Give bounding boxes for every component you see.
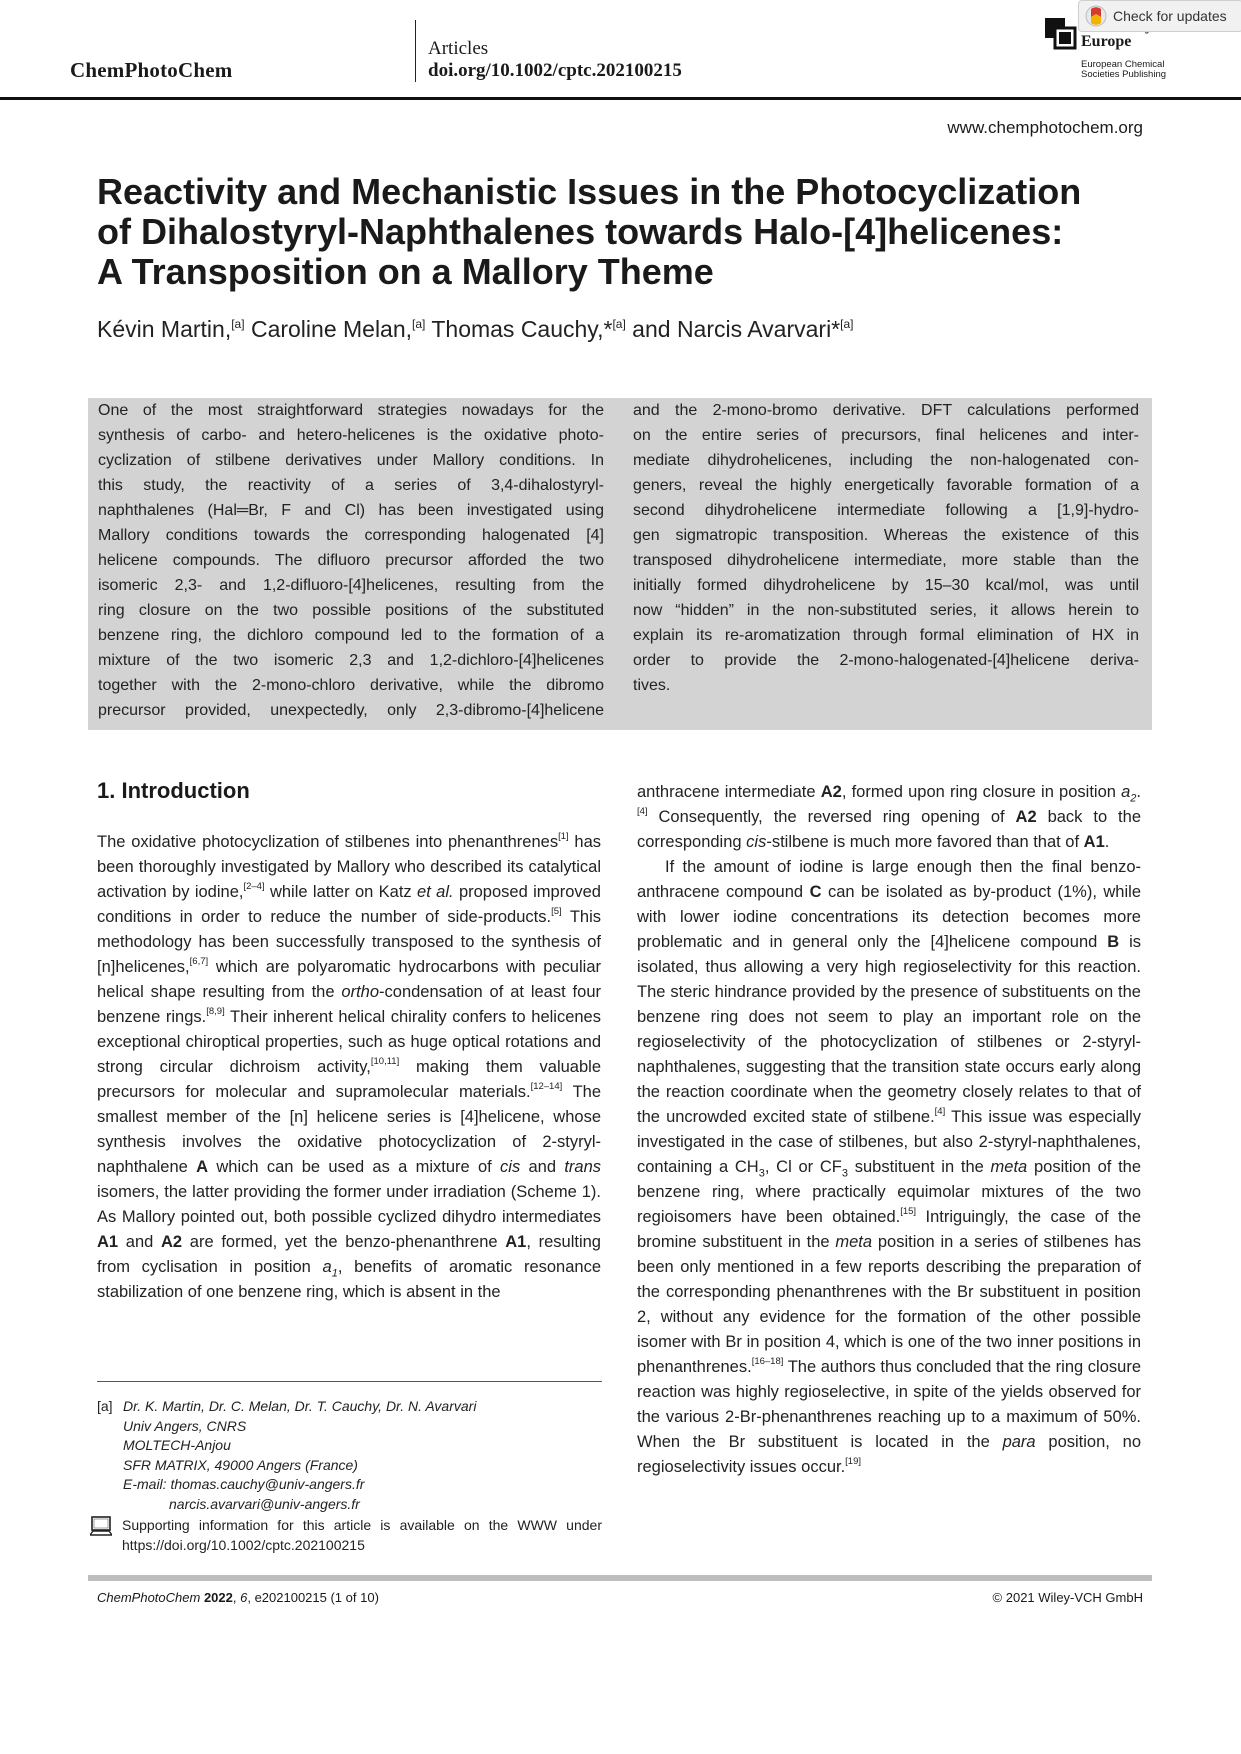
- header-divider: [415, 20, 416, 82]
- abstract-line: transposed dihydrohelicene intermediate, more stable than the: [633, 552, 1139, 569]
- footer-citation: ChemPhotoChem 2022, 6, e202100215 (1 of 10): [97, 1590, 379, 1605]
- text-run: Consequently, the reversed ring opening of: [647, 808, 1016, 826]
- citation-ref: [10,11]: [370, 1056, 400, 1067]
- citation-ref: [8,9]: [206, 1006, 225, 1017]
- text-run: This methodology has been successfully transposed to the synthesis of [n]helicenes,: [97, 908, 601, 976]
- title-line: of Dihalostyryl-Naphthalenes towards Halo-[4]helicenes:: [97, 211, 1064, 252]
- text-run: while latter on Katz: [264, 883, 418, 901]
- abstract-line: helicene compounds. The difluoro precursor afforded the two: [98, 552, 604, 569]
- affiliation-line: MOLTECH-Anjou: [123, 1437, 231, 1453]
- footer-volume: 6: [240, 1590, 248, 1605]
- abstract-line: on the entire series of precursors, final helicenes and inter-: [633, 427, 1139, 444]
- citation-ref: [15]: [900, 1206, 917, 1217]
- section-heading-introduction: 1. Introduction: [97, 778, 250, 803]
- affiliation-lines: [123, 1397, 476, 1514]
- compound-label: A1: [97, 1233, 119, 1251]
- abstract-left-column: [98, 398, 604, 723]
- abstract-line: geners, reveal the highly energetically favorable formation of a: [633, 477, 1139, 494]
- text-run: which can be used as a mixture of: [208, 1158, 501, 1176]
- intro-paragraph-1: [97, 830, 601, 1305]
- author-name: and Narcis Avarvari*: [625, 316, 841, 342]
- abstract-line: order to provide the 2-mono-halogenated-[4]helicene deriva-: [633, 652, 1139, 669]
- citation-ref: [6,7]: [189, 956, 209, 967]
- author-list: [97, 316, 853, 343]
- publisher-sub-line: Societies Publishing: [1081, 69, 1167, 80]
- affiliation-marker: [a]: [840, 317, 854, 331]
- compound-label: A1: [505, 1233, 527, 1251]
- compound-label: A2: [1015, 808, 1037, 826]
- compound-label: B: [1107, 933, 1120, 951]
- abstract-line: now “hidden” in the non-substituted series, it allows herein to: [633, 602, 1139, 619]
- text-run: The oxidative photocyclization of stilbenes into phenanthrenes: [97, 833, 559, 851]
- text-run: making them valuable precursors for molecular and supramolecular materials.: [97, 1058, 601, 1101]
- affiliation-marker: [a]: [612, 317, 626, 331]
- abstract-line: benzene ring, the dichloro compound led to the formation of a: [98, 627, 604, 644]
- journal-name: ChemPhotoChem: [70, 58, 233, 82]
- abstract-line: mediate dihydrohelicenes, including the non-halogenated con-: [633, 452, 1139, 469]
- computer-icon: [90, 1516, 112, 1536]
- text-run-italic: a: [1121, 783, 1131, 801]
- abstract-line: second dihydrohelicene intermediate following a [1,9]-hydro-: [633, 502, 1139, 519]
- subscript: 1: [331, 1267, 338, 1280]
- text-run: are formed, yet the benzo-phenanthrene: [182, 1233, 506, 1251]
- subscript: 2: [1130, 792, 1137, 805]
- subscript: 3: [841, 1167, 849, 1180]
- body-left-column: [97, 830, 601, 1305]
- intro-paragraph-2: [637, 855, 1141, 1480]
- journal-website-link[interactable]: www.chemphotochem.org: [947, 118, 1143, 137]
- abstract-right-column: [633, 398, 1139, 698]
- email-link[interactable]: narcis.avarvari@univ-angers.fr: [169, 1495, 360, 1512]
- abstract-line: One of the most straightforward strategies nowadays for the: [98, 402, 604, 419]
- compound-label: A1: [1083, 833, 1105, 851]
- text-run-italic: trans: [564, 1158, 601, 1176]
- text-run: back to the corresponding: [637, 808, 1141, 851]
- affiliation-marker: [a]: [231, 317, 245, 331]
- compound-label: A: [196, 1158, 209, 1176]
- section-label: Articles: [428, 38, 489, 59]
- text-run: position in a series of stilbenes has been only mentioned in a few reports describing the preparation of the corresponding phenanthrenes with the Br substituent in position 2, without any evidence for the formation of the other possible isomer with Br in position 4, which is one of the two inner positions in phenanthrenes.: [637, 1233, 1142, 1376]
- abstract-line: mixture of the two isomeric 2,3 and 1,2-dichloro-[4]helicenes: [98, 652, 604, 669]
- abstract-line: and the 2-mono-bromo derivative. DFT calculations performed: [633, 402, 1139, 419]
- crossmark-icon: [1085, 5, 1107, 27]
- citation-ref: [5]: [551, 906, 562, 917]
- subscript: 3: [758, 1167, 765, 1180]
- abstract-line: naphthalenes (Hal═Br, F and Cl) has been investigated using: [98, 502, 604, 519]
- abstract-line: this study, the reactivity of a series of 3,4-dihalostyryl-: [98, 477, 604, 494]
- text-run: Intriguingly, the case of the bromine substituent in the: [637, 1208, 1141, 1251]
- text-run-italic: meta: [990, 1158, 1028, 1176]
- affiliation-line: Univ Angers, CNRS: [123, 1417, 247, 1434]
- text-run-italic: para: [1002, 1433, 1036, 1451]
- citation-ref: [4]: [934, 1106, 946, 1117]
- text-run: can be isolated as by-product (1%), while with lower iodine concentrations its detection becomes more problematic and in general only the [4]helicene compound: [637, 883, 1141, 951]
- title-line: Reactivity and Mechanistic Issues in the Photocyclization: [97, 171, 1082, 212]
- check-for-updates-label: Check for updates: [1113, 8, 1227, 24]
- text-run: and: [520, 1158, 565, 1176]
- text-run: .: [1136, 783, 1142, 801]
- text-run: is isolated, thus allowing a very high regioselectivity for this reaction. The steric hindrance provided by the presence of substituents on the benzene ring does not seem to play an important role on the regioselectivity of the photocyclization of stilbenes or 2-styryl-naphthalenes, suggesting that the transition state occurs early along the reaction coordinate when the geometry closely relates to that of the uncrowded excited state of stilbene.: [637, 933, 1142, 1126]
- citation-ref: [16–18]: [751, 1356, 784, 1367]
- affiliation-line: Dr. K. Martin, Dr. C. Melan, Dr. T. Cauchy, Dr. N. Avarvari: [123, 1398, 477, 1414]
- abstract-line: ring closure on the two possible positions of the substituted: [98, 602, 604, 619]
- header-rule: [0, 97, 1241, 100]
- abstract-line: cyclization of stilbene derivatives under Mallory conditions. In: [98, 452, 604, 469]
- text-run: has been thoroughly investigated by Mallory who described its catalytical activation by iodine,: [97, 833, 601, 901]
- citation-ref: [1]: [558, 831, 569, 842]
- footer-year: 2022: [203, 1590, 233, 1605]
- text-run: .: [1104, 833, 1110, 851]
- author-name: Caroline Melan,: [244, 316, 413, 342]
- abstract-line: initially formed dihydrohelicene by 15–30 kcal/mol, was until: [633, 577, 1139, 594]
- abstract-line: precursor provided, unexpectedly, only 2,3-dibromo-[4]helicene: [98, 702, 604, 719]
- body-right-column: [637, 780, 1141, 1480]
- text-run-italic: ortho: [341, 983, 380, 1001]
- footer-journal: ChemPhotoChem: [97, 1590, 201, 1605]
- text-run: anthracene intermediate: [637, 783, 821, 801]
- text-run: proposed improved conditions in order to reduce the number of side-products.: [97, 883, 601, 926]
- text-run-italic: cis: [500, 1158, 521, 1176]
- text-run: Their inherent helical chirality confers to helicenes exceptional chiroptical properties, such as huge optical rotations and strong circular dichroism activity,: [97, 1008, 601, 1076]
- abstract-box: [88, 398, 1152, 730]
- abstract-line: Mallory conditions towards the corresponding halogenated [4]: [98, 527, 604, 544]
- text-run: , benefits of aromatic resonance stabilization of one benzene ring, which is absent in the: [97, 1258, 601, 1301]
- publisher-name: Europe: [1081, 33, 1132, 50]
- abstract-line: explain its re-aromatization through formal elimination of HX in: [633, 627, 1139, 644]
- chemistry-europe-logo-mark-icon: [1045, 18, 1077, 50]
- text-run: The smallest member of the [n] helicene series is [4]helicene, whose synthesis involves the oxidative photocyclization of 2-styryl-naphthalene: [97, 1083, 601, 1176]
- text-run: which are polyaromatic hydrocarbons with peculiar helical shape resulting from the: [97, 958, 601, 1001]
- text-run: The authors thus concluded that the ring closure reaction was highly regioselective, in spite of the yields observed for the various 2-Br-phenanthrenes reaching up to a maximum of 50%. When the Br substituent is located in the: [637, 1358, 1141, 1451]
- author-name: Thomas Cauchy,*: [425, 316, 613, 342]
- title-line: A Transposition on a Mallory Theme: [97, 251, 714, 292]
- supporting-info-text: Supporting information for this article is available on the WWW under https://doi.org/10.1002/cptc.202100215: [122, 1517, 602, 1553]
- text-run-italic: cis: [746, 833, 767, 851]
- intro-paragraph-1-continued: [637, 780, 1141, 855]
- text-run: , resulting from cyclisation in position: [97, 1233, 601, 1276]
- abstract-line: gen sigmatropic transposition. Whereas the existence of this: [633, 527, 1139, 544]
- text-run: -stilbene is much more favored than that of: [766, 833, 1084, 851]
- publisher-subtitle: [1081, 60, 1166, 80]
- text-run: position of the benzene ring, where practically equimolar mixtures of the two regioisomers have been obtained.: [637, 1158, 1142, 1226]
- text-run: If the amount of iodine is large enough then the final benzo-anthracene compound: [637, 858, 1141, 901]
- affiliation-marker: [a]: [412, 317, 426, 331]
- email-link[interactable]: E-mail: thomas.cauchy@univ-angers.fr: [123, 1476, 365, 1492]
- abstract-line: tives.: [633, 677, 671, 694]
- citation-ref: [2–4]: [243, 881, 265, 892]
- footer-copyright: © 2021 Wiley-VCH GmbH: [992, 1590, 1143, 1605]
- doi-link[interactable]: doi.org/10.1002/cptc.202100215: [428, 60, 682, 81]
- author-name: Kévin Martin,: [97, 316, 232, 342]
- footnote-rule: [97, 1381, 602, 1382]
- citation-ref: [4]: [637, 806, 648, 817]
- compound-label: C: [809, 883, 822, 901]
- publisher-sub-line: European Chemical: [1081, 59, 1165, 70]
- text-run: , formed upon ring closure in position: [841, 783, 1122, 801]
- abstract-line: together with the 2-mono-chloro derivative, while the dibromo: [98, 677, 604, 694]
- text-run-italic: et al.: [417, 883, 454, 901]
- text-run-italic: a: [322, 1258, 332, 1276]
- text-run: isomers, the latter providing the former under irradiation (Scheme 1). As Mallory pointed out, both possible cyclized dihydro intermediates: [97, 1183, 601, 1226]
- text-run: position, no regioselectivity issues occur.: [637, 1433, 1141, 1476]
- abstract-line: isomeric 2,3- and 1,2-difluoro-[4]helicenes, resulting from the: [98, 577, 604, 594]
- abstract-line: synthesis of carbo- and hetero-helicenes is the oxidative photo-: [98, 427, 604, 444]
- text-run: This issue was especially investigated in the case of stilbenes, but also 2-styryl-naphthalenes, containing a CH: [637, 1108, 1141, 1176]
- text-run: -condensation of at least four benzene rings.: [97, 983, 601, 1026]
- text-run: , Cl or CF: [764, 1158, 842, 1176]
- compound-label: A2: [161, 1233, 183, 1251]
- affiliation-tag: [a]: [97, 1398, 113, 1414]
- citation-ref: [12–14]: [530, 1081, 563, 1092]
- affiliation-line: SFR MATRIX, 49000 Angers (France): [123, 1456, 358, 1473]
- footer-article-number: , e202100215 (1 of 10): [247, 1590, 379, 1605]
- text-run: substituent in the: [848, 1158, 991, 1176]
- footer-bar: [88, 1575, 1152, 1581]
- citation-ref: [19]: [845, 1456, 862, 1467]
- text-run: and: [118, 1233, 161, 1251]
- check-for-updates-button[interactable]: [1078, 0, 1241, 32]
- text-run-italic: meta: [835, 1233, 873, 1251]
- compound-label: A2: [820, 783, 842, 801]
- article-title: [97, 172, 1157, 292]
